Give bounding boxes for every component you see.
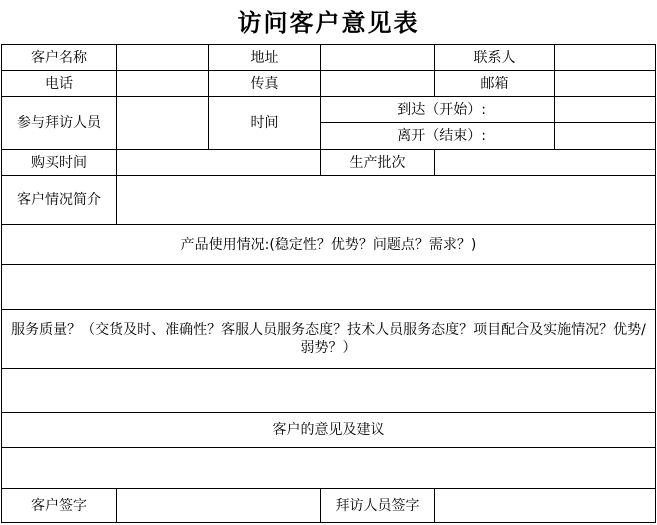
label-customer-name: 客户名称 xyxy=(1,44,117,71)
field-fax[interactable] xyxy=(320,70,435,97)
field-product-usage[interactable] xyxy=(1,264,656,310)
field-address[interactable] xyxy=(320,44,435,71)
field-customer-profile[interactable] xyxy=(116,175,656,225)
field-contact[interactable] xyxy=(554,44,656,71)
label-arrive: 到达（开始）: xyxy=(320,96,555,123)
label-phone: 电话 xyxy=(1,70,117,97)
label-product-usage: 产品使用情况:(稳定性？优势？问题点？需求？) xyxy=(1,224,656,265)
field-customer-sign[interactable] xyxy=(116,488,321,523)
label-batch: 生产批次 xyxy=(320,149,435,176)
label-email: 邮箱 xyxy=(434,70,555,97)
label-time: 时间 xyxy=(208,96,321,150)
field-visitors[interactable] xyxy=(116,96,209,150)
label-contact: 联系人 xyxy=(434,44,555,71)
field-visitor-sign[interactable] xyxy=(434,488,656,523)
label-visitors: 参与拜访人员 xyxy=(1,96,117,150)
label-fax: 传真 xyxy=(208,70,321,97)
field-opinions[interactable] xyxy=(1,447,656,489)
label-opinions: 客户的意见及建议 xyxy=(1,412,656,448)
field-customer-name[interactable] xyxy=(116,44,209,71)
label-leave: 离开（结束）: xyxy=(320,122,555,150)
field-leave[interactable] xyxy=(554,122,656,150)
label-purchase-time: 购买时间 xyxy=(1,149,117,176)
field-email[interactable] xyxy=(554,70,656,97)
label-address: 地址 xyxy=(208,44,321,71)
form-title: 访问客户意见表 xyxy=(237,8,420,37)
label-customer-profile: 客户情况简介 xyxy=(1,175,117,225)
label-service-quality: 服务质量？（交货及时、准确性？客服人员服务态度？技术人员服务态度？项目配合及实施情况？优势/弱势？） xyxy=(1,309,656,369)
field-purchase-time[interactable] xyxy=(116,149,321,176)
field-phone[interactable] xyxy=(116,70,209,97)
field-arrive[interactable] xyxy=(554,96,656,123)
label-customer-sign: 客户签字 xyxy=(1,488,117,523)
label-visitor-sign: 拜访人员签字 xyxy=(320,488,435,523)
field-service-quality[interactable] xyxy=(1,368,656,413)
field-batch[interactable] xyxy=(434,149,656,176)
